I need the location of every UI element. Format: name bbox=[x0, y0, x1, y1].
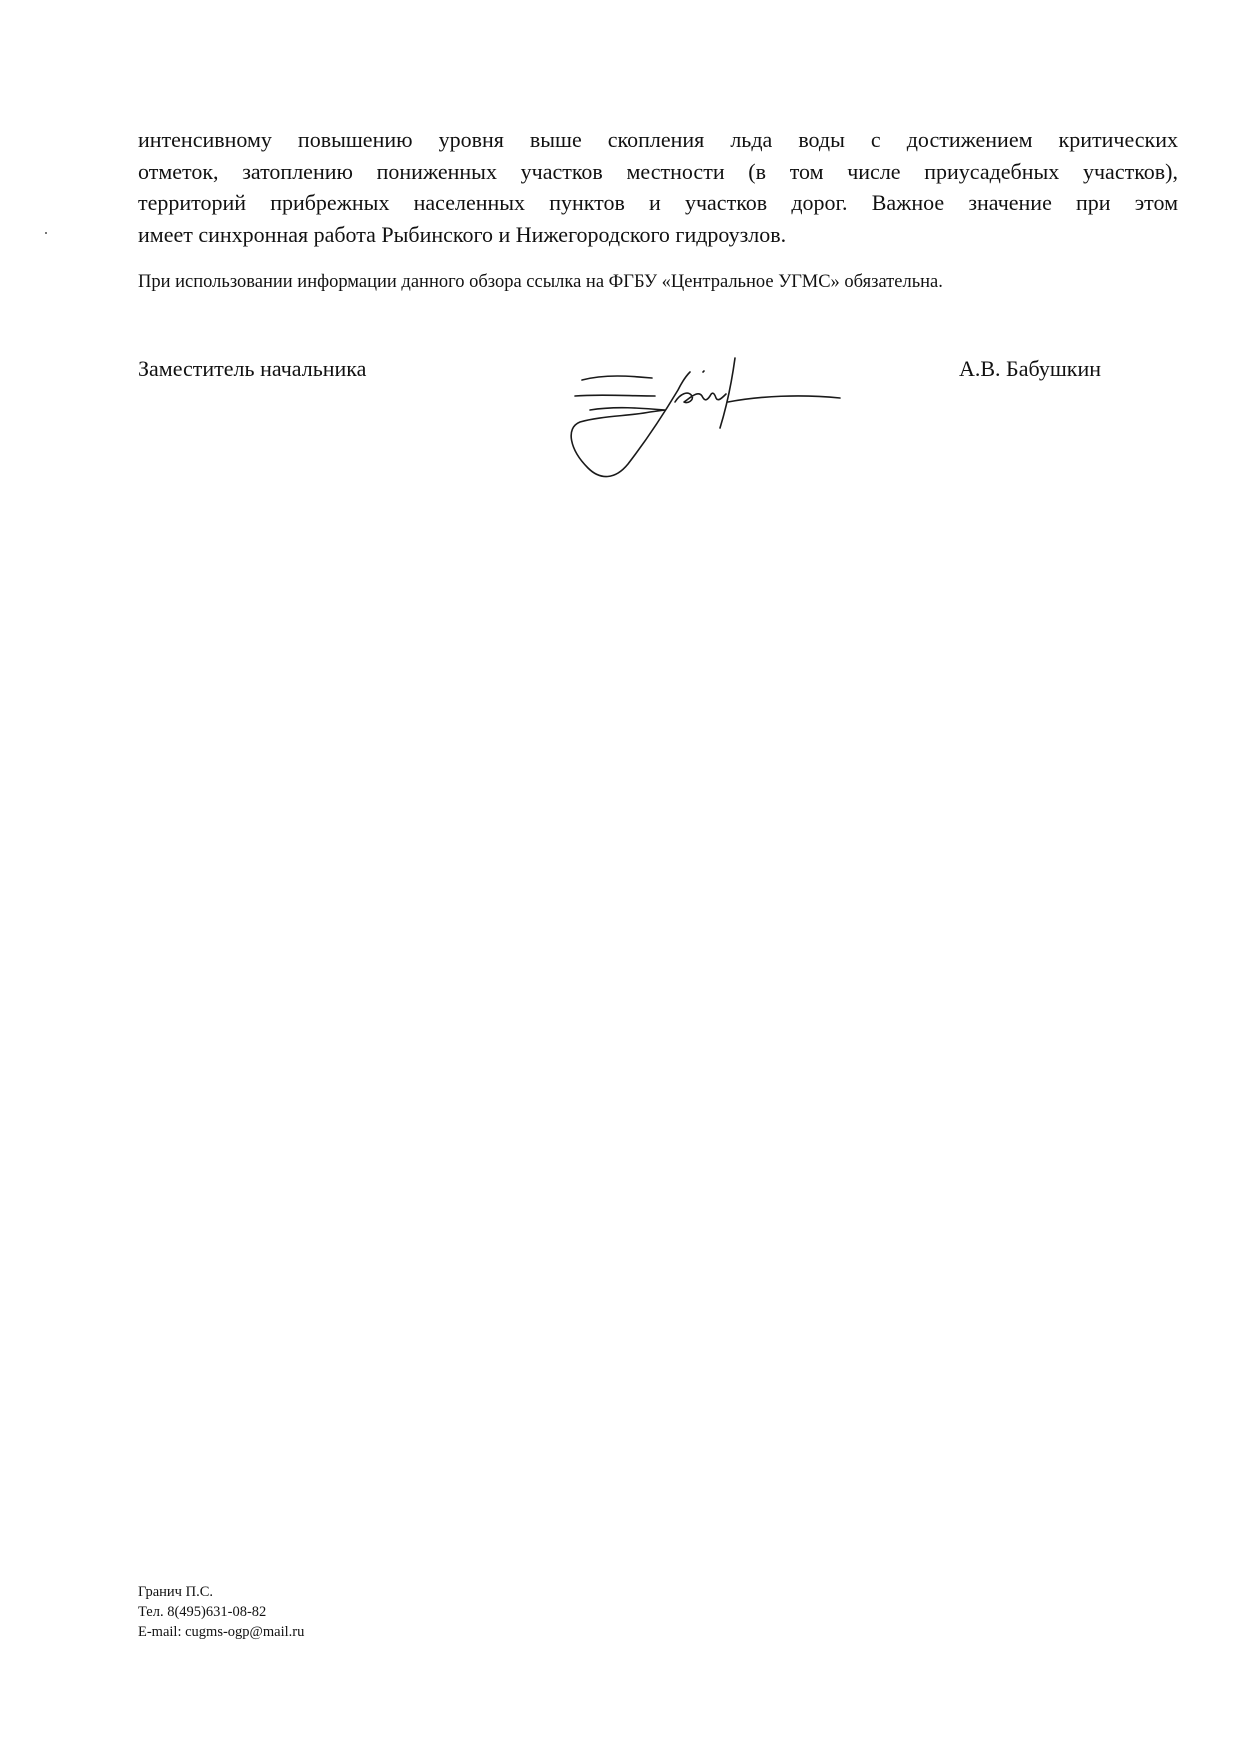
signatory-name: А.В. Бабушкин bbox=[959, 356, 1101, 381]
body-paragraph bbox=[138, 124, 1178, 250]
scan-speck bbox=[45, 232, 47, 234]
paragraph-line: территорий прибрежных населенных пунктов и участков дорог. Важное значение при этом bbox=[138, 190, 1178, 215]
citation-notice: При использовании информации данного обзора ссылка на ФГБУ «Центральное УГМС» обязательна. bbox=[138, 272, 943, 292]
footer-phone: Тел. 8(495)631-08-82 bbox=[138, 1604, 267, 1620]
footer-author: Гранич П.С. bbox=[138, 1584, 213, 1600]
handwritten-signature bbox=[560, 350, 860, 490]
paragraph-line: интенсивному повышению уровня выше скопления льда воды с достижением критических bbox=[138, 127, 1178, 152]
paragraph-line: отметок, затоплению пониженных участков местности (в том числе приусадебных участков), bbox=[138, 158, 1178, 184]
signatory-position: Заместитель начальника bbox=[138, 356, 367, 381]
footer-email: E-mail: cugms-ogp@mail.ru bbox=[138, 1624, 305, 1640]
contact-footer bbox=[138, 1582, 304, 1642]
paragraph-line: имеет синхронная работа Рыбинского и Нижегородского гидроузлов. bbox=[138, 221, 787, 247]
